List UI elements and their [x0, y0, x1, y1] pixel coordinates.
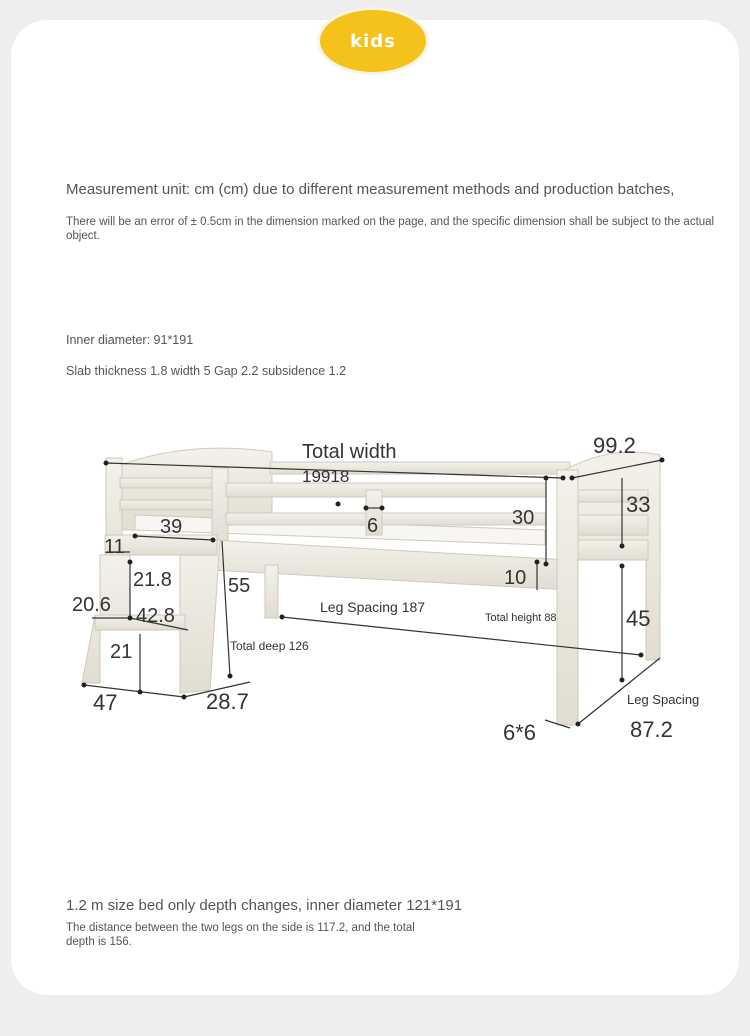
step-47-label: 47: [93, 690, 118, 715]
leg-spacing-side-text: Leg Spacing: [627, 692, 700, 707]
kids-badge-label: kids: [350, 30, 396, 52]
total-width-label: Total width: [302, 441, 397, 463]
distance-note-text: The distance between the two legs on the side is 117.2, and the total depth is 156.: [66, 922, 415, 948]
measurement-unit-text: Measurement unit: cm (cm) due to different measurement methods and production batches,: [66, 181, 675, 198]
leg-45-label: 45: [626, 606, 651, 631]
rail-10-label: 10: [504, 567, 527, 589]
inner-diameter-text: Inner diameter: 91*191: [66, 333, 194, 347]
slab-text: Slab thickness 1.8 width 5 Gap 2.2 subsidence 1.2: [66, 364, 347, 378]
total-deep-label: Total deep 126: [230, 639, 309, 653]
step-top-label: 39: [160, 516, 183, 538]
gap-label: 6: [367, 515, 379, 537]
total-width-value: 19918: [302, 467, 350, 486]
rail-height-label: 33: [626, 492, 651, 517]
step-20-6-label: 20.6: [72, 594, 111, 616]
guard-height-label: 30: [512, 507, 535, 529]
error-note-text: There will be an error of ± 0.5cm in the dimension marked on the page, and the specific dimension shall be subject to the actual object.: [66, 216, 715, 242]
height-55-label: 55: [228, 575, 251, 597]
head-width-label: 99.2: [593, 433, 636, 458]
leg-spacing-side-value: 87.2: [630, 717, 673, 742]
leg-size-label: 6*6: [503, 720, 537, 745]
step-28-7-label: 28.7: [206, 689, 249, 714]
total-height-label: Total height 88: [485, 612, 557, 624]
step-42-8-label: 42.8: [136, 605, 175, 627]
step-21-8-label: 21.8: [133, 569, 172, 591]
step-21-label: 21: [110, 641, 133, 663]
leg-spacing-187-label: Leg Spacing 187: [320, 599, 426, 615]
step-11-label: 11: [104, 536, 125, 558]
size-note-text: 1.2 m size bed only depth changes, inner diameter 121*191: [66, 897, 463, 914]
